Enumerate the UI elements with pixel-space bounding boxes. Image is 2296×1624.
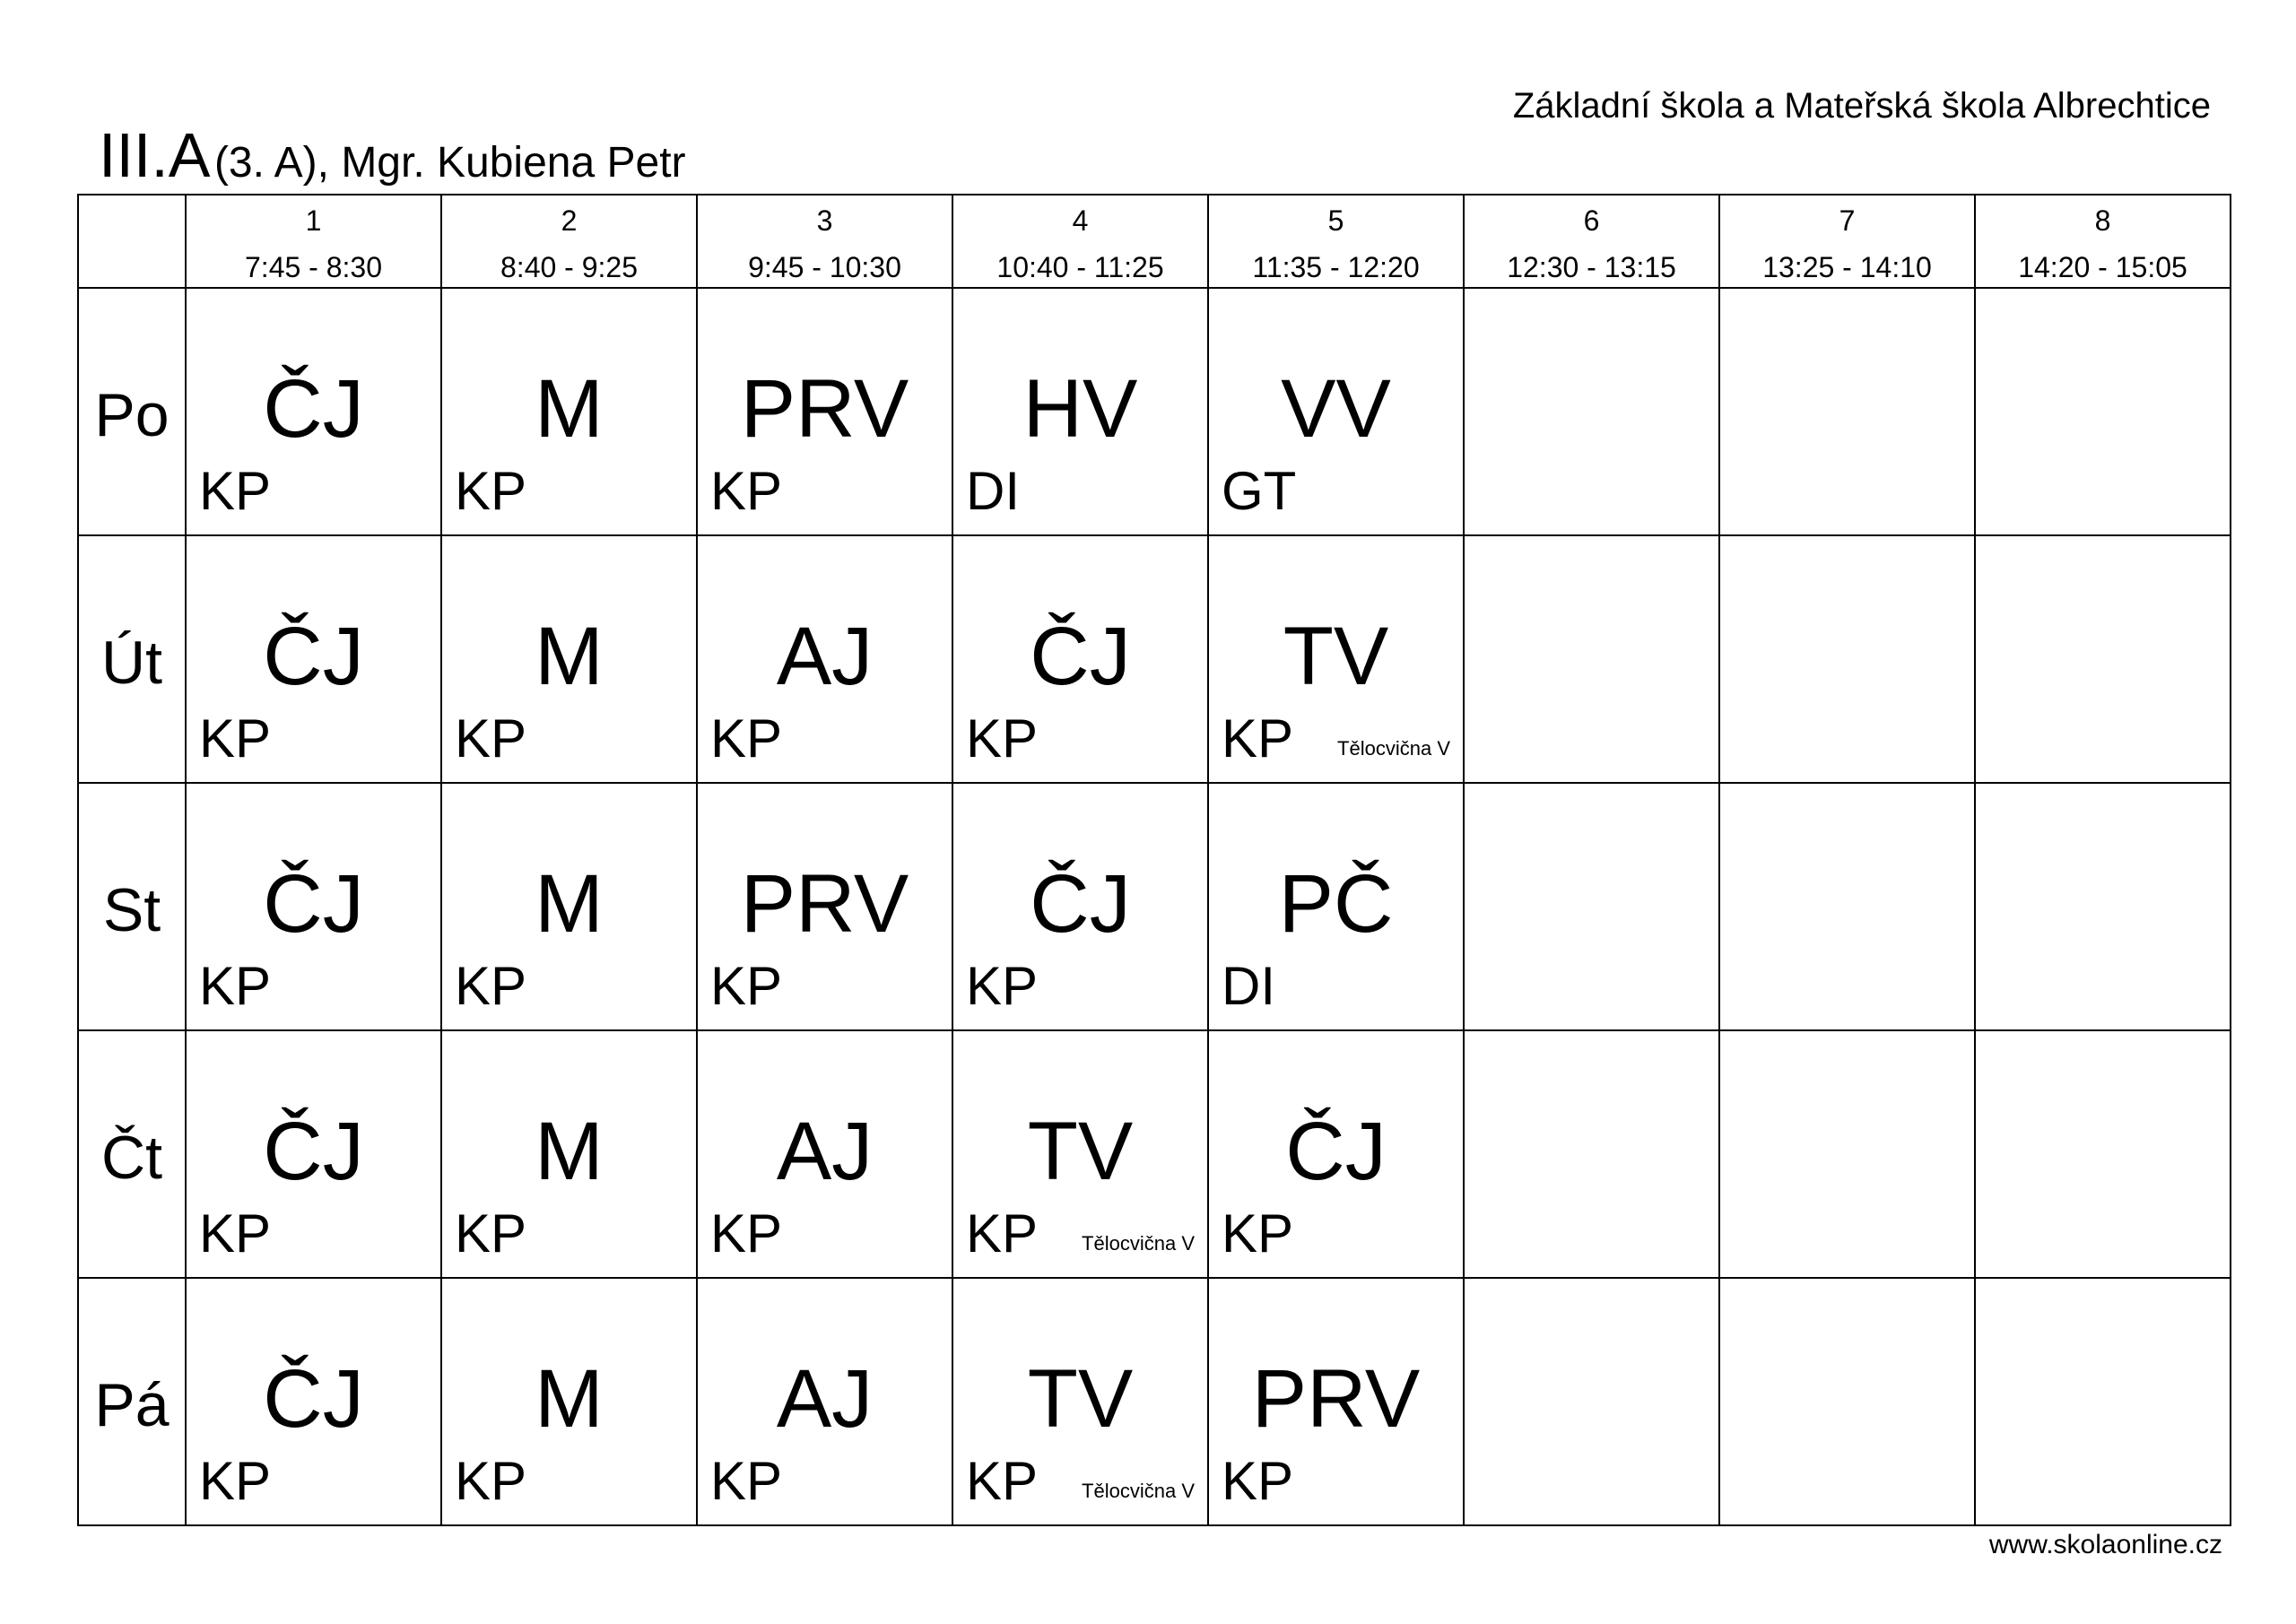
- class-detail: (3. A), Mgr. Kubiena Petr: [213, 139, 686, 187]
- lesson-cell: [1208, 1030, 1464, 1278]
- lesson-teacher: KP: [710, 1203, 783, 1264]
- lesson-subject: M: [535, 1106, 604, 1197]
- period-number: 6: [1583, 204, 1600, 237]
- lesson-cell: [697, 288, 952, 535]
- lesson-cell: [1719, 1030, 1975, 1278]
- lesson-cell: [186, 1278, 441, 1525]
- lesson-subject: AJ: [776, 611, 874, 702]
- lesson-teacher: KP: [1222, 1203, 1294, 1264]
- lesson-cell: [186, 1030, 441, 1278]
- lesson-cell: [441, 783, 697, 1030]
- lesson-cell: [952, 783, 1208, 1030]
- day-row: [78, 535, 2231, 783]
- lesson-teacher: GT: [1222, 461, 1297, 521]
- lesson-cell: [1464, 288, 1719, 535]
- period-header: [186, 195, 441, 288]
- lesson-subject: PRV: [740, 363, 909, 455]
- day-name: Pá: [94, 1371, 170, 1439]
- class-name: III.A: [99, 120, 211, 190]
- period-time: 13:25 - 14:10: [1762, 251, 1932, 283]
- lesson-teacher: KP: [199, 1203, 272, 1264]
- lesson-cell: [441, 1278, 697, 1525]
- lesson-subject: M: [535, 858, 604, 950]
- lesson-teacher: DI: [966, 461, 1020, 521]
- lesson-teacher: KP: [455, 461, 527, 521]
- lesson-subject: ČJ: [1030, 858, 1131, 950]
- lesson-cell: [1975, 1030, 2231, 1278]
- lesson-cell: [1208, 1278, 1464, 1525]
- lesson-teacher: KP: [966, 1451, 1039, 1511]
- lesson-cell: [1719, 783, 1975, 1030]
- lesson-cell: [1719, 1278, 1975, 1525]
- lesson-cell: [186, 535, 441, 783]
- lesson-cell: [1464, 1278, 1719, 1525]
- day-row: [78, 1278, 2231, 1525]
- lesson-cell: [952, 1030, 1208, 1278]
- lesson-subject: AJ: [776, 1106, 874, 1197]
- lesson-cell: [1464, 535, 1719, 783]
- period-number: 7: [1839, 204, 1856, 237]
- lesson-subject: ČJ: [263, 611, 364, 702]
- day-cell: [78, 288, 186, 535]
- period-number: 5: [1327, 204, 1344, 237]
- lesson-teacher: KP: [710, 1451, 783, 1511]
- lesson-subject: ČJ: [263, 1106, 364, 1197]
- day-cell: [78, 1030, 186, 1278]
- lesson-subject: ČJ: [263, 1353, 364, 1445]
- lesson-subject: TV: [1027, 1106, 1134, 1197]
- period-header: [1975, 195, 2231, 288]
- header-row: [78, 195, 2231, 288]
- day-row: [78, 1030, 2231, 1278]
- footer-url: www.skolaonline.cz: [1988, 1530, 2222, 1559]
- period-header: [441, 195, 697, 288]
- lesson-teacher: KP: [455, 708, 527, 769]
- lesson-teacher: KP: [199, 708, 272, 769]
- lesson-cell: [952, 1278, 1208, 1525]
- period-time: 11:35 - 12:20: [1252, 251, 1420, 283]
- period-number: 2: [561, 204, 578, 237]
- period-header: [952, 195, 1208, 288]
- lesson-cell: [697, 1030, 952, 1278]
- day-cell: [78, 535, 186, 783]
- lesson-cell: [441, 535, 697, 783]
- lesson-cell: [697, 535, 952, 783]
- lesson-cell: [186, 288, 441, 535]
- lesson-cell: [441, 288, 697, 535]
- lesson-teacher: KP: [455, 1203, 527, 1264]
- lesson-subject: ČJ: [263, 363, 364, 455]
- period-header: [697, 195, 952, 288]
- period-time: 10:40 - 11:25: [996, 251, 1164, 283]
- lesson-subject: M: [535, 611, 604, 702]
- day-name: St: [102, 876, 161, 944]
- day-row: [78, 288, 2231, 535]
- period-time: 7:45 - 8:30: [245, 251, 382, 283]
- lesson-subject: HV: [1022, 363, 1138, 455]
- lesson-teacher: KP: [199, 461, 272, 521]
- lesson-subject: TV: [1283, 611, 1389, 702]
- lesson-cell: [697, 783, 952, 1030]
- lesson-cell: [1719, 288, 1975, 535]
- lesson-teacher: KP: [455, 956, 527, 1016]
- lesson-teacher: KP: [966, 708, 1039, 769]
- period-header: [1464, 195, 1719, 288]
- lesson-teacher: KP: [710, 956, 783, 1016]
- lesson-teacher: KP: [1222, 708, 1294, 769]
- lesson-subject: M: [535, 1353, 604, 1445]
- lesson-subject: PČ: [1278, 858, 1394, 950]
- lesson-cell: [1975, 783, 2231, 1030]
- lesson-teacher: KP: [966, 956, 1039, 1016]
- lesson-teacher: KP: [1222, 1451, 1294, 1511]
- period-number: 4: [1072, 204, 1089, 237]
- lesson-cell: [1975, 288, 2231, 535]
- lesson-cell: [186, 783, 441, 1030]
- day-name: Út: [101, 629, 162, 697]
- lesson-teacher: KP: [966, 1203, 1039, 1264]
- period-time: 9:45 - 10:30: [748, 251, 901, 283]
- period-number: 1: [305, 204, 322, 237]
- lesson-cell: [952, 535, 1208, 783]
- page-title: [99, 120, 686, 190]
- lesson-cell: [1975, 535, 2231, 783]
- lesson-teacher: DI: [1222, 956, 1275, 1016]
- period-header: [1208, 195, 1464, 288]
- lesson-cell: [1975, 1278, 2231, 1525]
- period-header: [1719, 195, 1975, 288]
- school-name: Základní škola a Mateřská škola Albrechtice: [1512, 86, 2211, 126]
- lesson-subject: M: [535, 363, 604, 455]
- day-name: Čt: [101, 1124, 162, 1192]
- period-number: 3: [816, 204, 833, 237]
- lesson-teacher: KP: [710, 708, 783, 769]
- timetable: [77, 194, 2231, 1526]
- day-name: Po: [94, 381, 170, 449]
- lesson-cell: [1208, 288, 1464, 535]
- lesson-subject: PRV: [740, 858, 909, 950]
- period-number: 8: [2094, 204, 2111, 237]
- lesson-teacher: KP: [455, 1451, 527, 1511]
- lesson-cell: [952, 288, 1208, 535]
- lesson-teacher: KP: [710, 461, 783, 521]
- lesson-cell: [1719, 535, 1975, 783]
- lesson-cell: [441, 1030, 697, 1278]
- lesson-subject: TV: [1027, 1353, 1134, 1445]
- lesson-subject: VV: [1281, 363, 1391, 455]
- lesson-teacher: KP: [199, 1451, 272, 1511]
- lesson-room: Tělocvična V: [1082, 1232, 1195, 1255]
- day-cell: [78, 1278, 186, 1525]
- period-time: 12:30 - 13:15: [1507, 251, 1676, 283]
- lesson-cell: [1464, 1030, 1719, 1278]
- lesson-room: Tělocvična V: [1082, 1480, 1195, 1502]
- lesson-subject: PRV: [1251, 1353, 1421, 1445]
- lesson-subject: AJ: [776, 1353, 874, 1445]
- lesson-cell: [697, 1278, 952, 1525]
- lesson-cell: [1464, 783, 1719, 1030]
- lesson-room: Tělocvična V: [1337, 737, 1450, 760]
- lesson-cell: [1208, 535, 1464, 783]
- lesson-subject: ČJ: [1030, 611, 1131, 702]
- period-time: 14:20 - 15:05: [2018, 251, 2187, 283]
- period-time: 8:40 - 9:25: [500, 251, 638, 283]
- lesson-subject: ČJ: [263, 858, 364, 950]
- timetable-body: [78, 195, 2231, 1525]
- day-row: [78, 783, 2231, 1030]
- lesson-cell: [1208, 783, 1464, 1030]
- lesson-teacher: KP: [199, 956, 272, 1016]
- lesson-subject: ČJ: [1285, 1106, 1387, 1197]
- day-cell: [78, 783, 186, 1030]
- corner-cell: [78, 195, 186, 288]
